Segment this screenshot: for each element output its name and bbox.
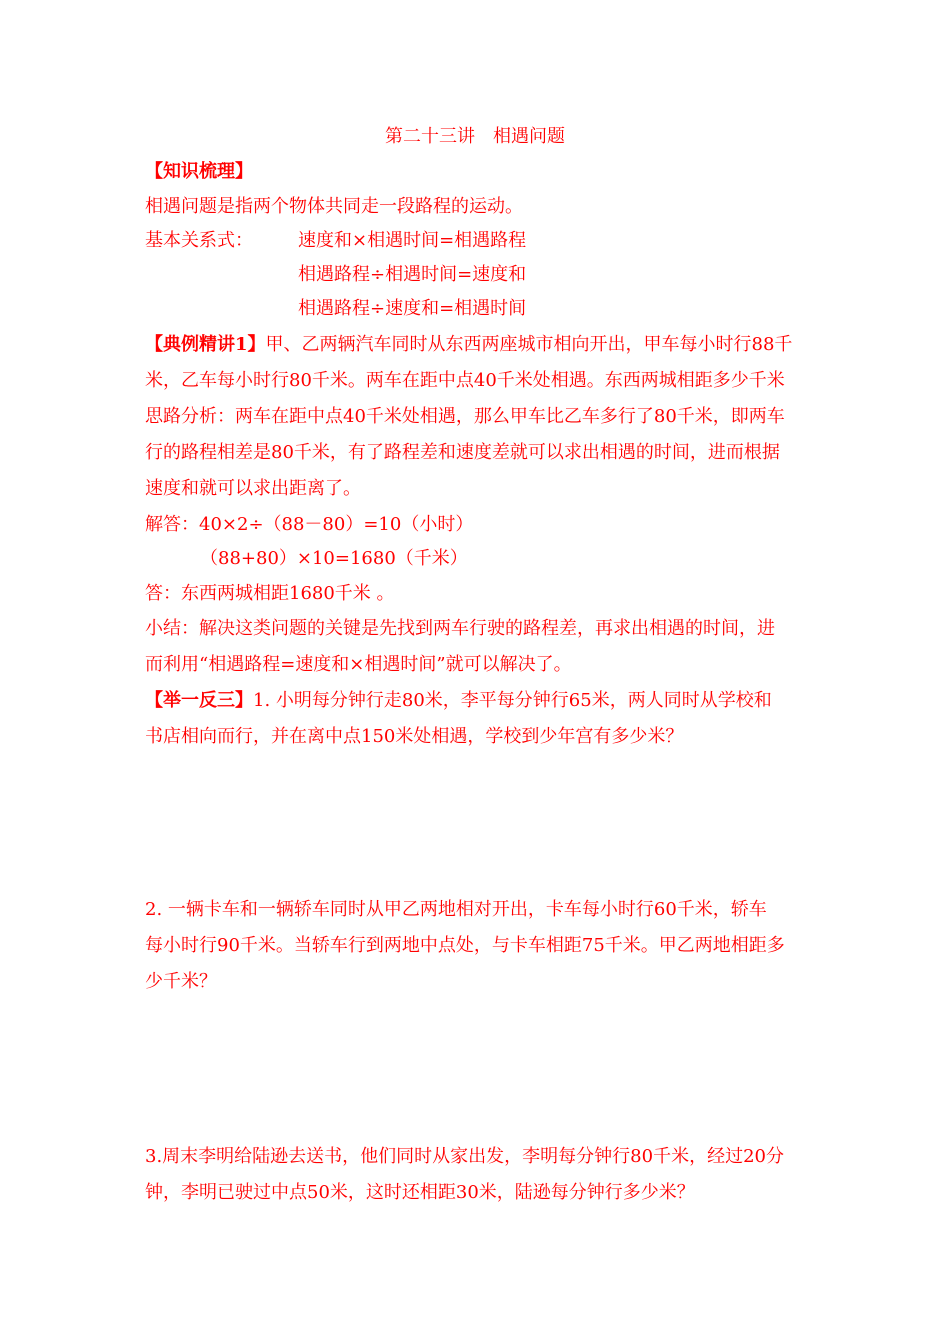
- practice-label: 【举一反三】: [145, 690, 253, 711]
- analysis-line-2: 行的路程相差是80千米，有了路程差和速度差就可以求出相遇的时间，进而根据: [145, 442, 780, 463]
- solution-step-2: （88+80）×10=1680（千米）: [200, 548, 468, 569]
- example-label: 【典例精讲1】: [145, 334, 266, 355]
- practice-q2-line-1: 2. 一辆卡车和一辆轿车同时从甲乙两地相对开出，卡车每小时行60千米，轿车: [145, 899, 767, 920]
- practice-q2-line-3: 少千米？: [145, 971, 217, 992]
- practice-q1-text-1: 1. 小明每分钟行走80米，李平每分钟行65米，两人同时从学校和: [253, 690, 772, 711]
- page-title: 第二十三讲 相遇问题: [385, 126, 565, 147]
- formula-2: 相遇路程÷相遇时间=速度和: [298, 264, 527, 285]
- practice-q3-line-1: 3.周末李明给陆逊去送书，他们同时从家出发，李明每分钟行80千米，经过20分: [145, 1146, 784, 1167]
- practice-q3-line-2: 钟，李明已驶过中点50米，这时还相距30米，陆逊每分钟行多少米？: [145, 1182, 695, 1203]
- practice-q2-line-2: 每小时行90千米。当轿车行到两地中点处，与卡车相距75千米。甲乙两地相距多: [145, 935, 785, 956]
- analysis-line-1: 思路分析：两车在距中点40千米处相遇，那么甲车比乙车多行了80千米，即两车: [145, 406, 785, 427]
- example-line-1: [145, 333, 810, 357]
- practice-q1-line-2: 书店相向而行，并在离中点150米处相遇，学校到少年宫有多少米？: [145, 726, 684, 747]
- answer-text: 答：东西两城相距1680千米 。: [145, 583, 395, 604]
- knowledge-heading: 【知识梳理】: [145, 161, 253, 182]
- analysis-line-3: 速度和就可以求出距离了。: [145, 478, 361, 499]
- practice-q1-line-1: [145, 689, 810, 713]
- formula-1: 速度和×相遇时间=相遇路程: [298, 230, 527, 251]
- solution-label: 解答：: [145, 514, 199, 535]
- summary-line-2: 而利用“相遇路程=速度和×相遇时间”就可以解决了。: [145, 654, 572, 675]
- summary-line-1: 小结：解决这类问题的关键是先找到两车行驶的路程差，再求出相遇的时间，进: [145, 618, 775, 639]
- solution-line-1: [145, 513, 810, 537]
- example-text-1: 甲、乙两辆汽车同时从东西两座城市相向开出，甲车每小时行88千: [265, 334, 793, 355]
- formula-3: 相遇路程÷速度和=相遇时间: [298, 298, 527, 319]
- example-line-2: 米，乙车每小时行80千米。两车在距中点40千米处相遇。东西两城相距多少千米: [145, 370, 785, 391]
- relation-label: 基本关系式：: [145, 230, 253, 251]
- definition-text: 相遇问题是指两个物体共同走一段路程的运动。: [145, 196, 523, 217]
- solution-step-1: 40×2÷（88－80）=10（小时）: [199, 514, 474, 535]
